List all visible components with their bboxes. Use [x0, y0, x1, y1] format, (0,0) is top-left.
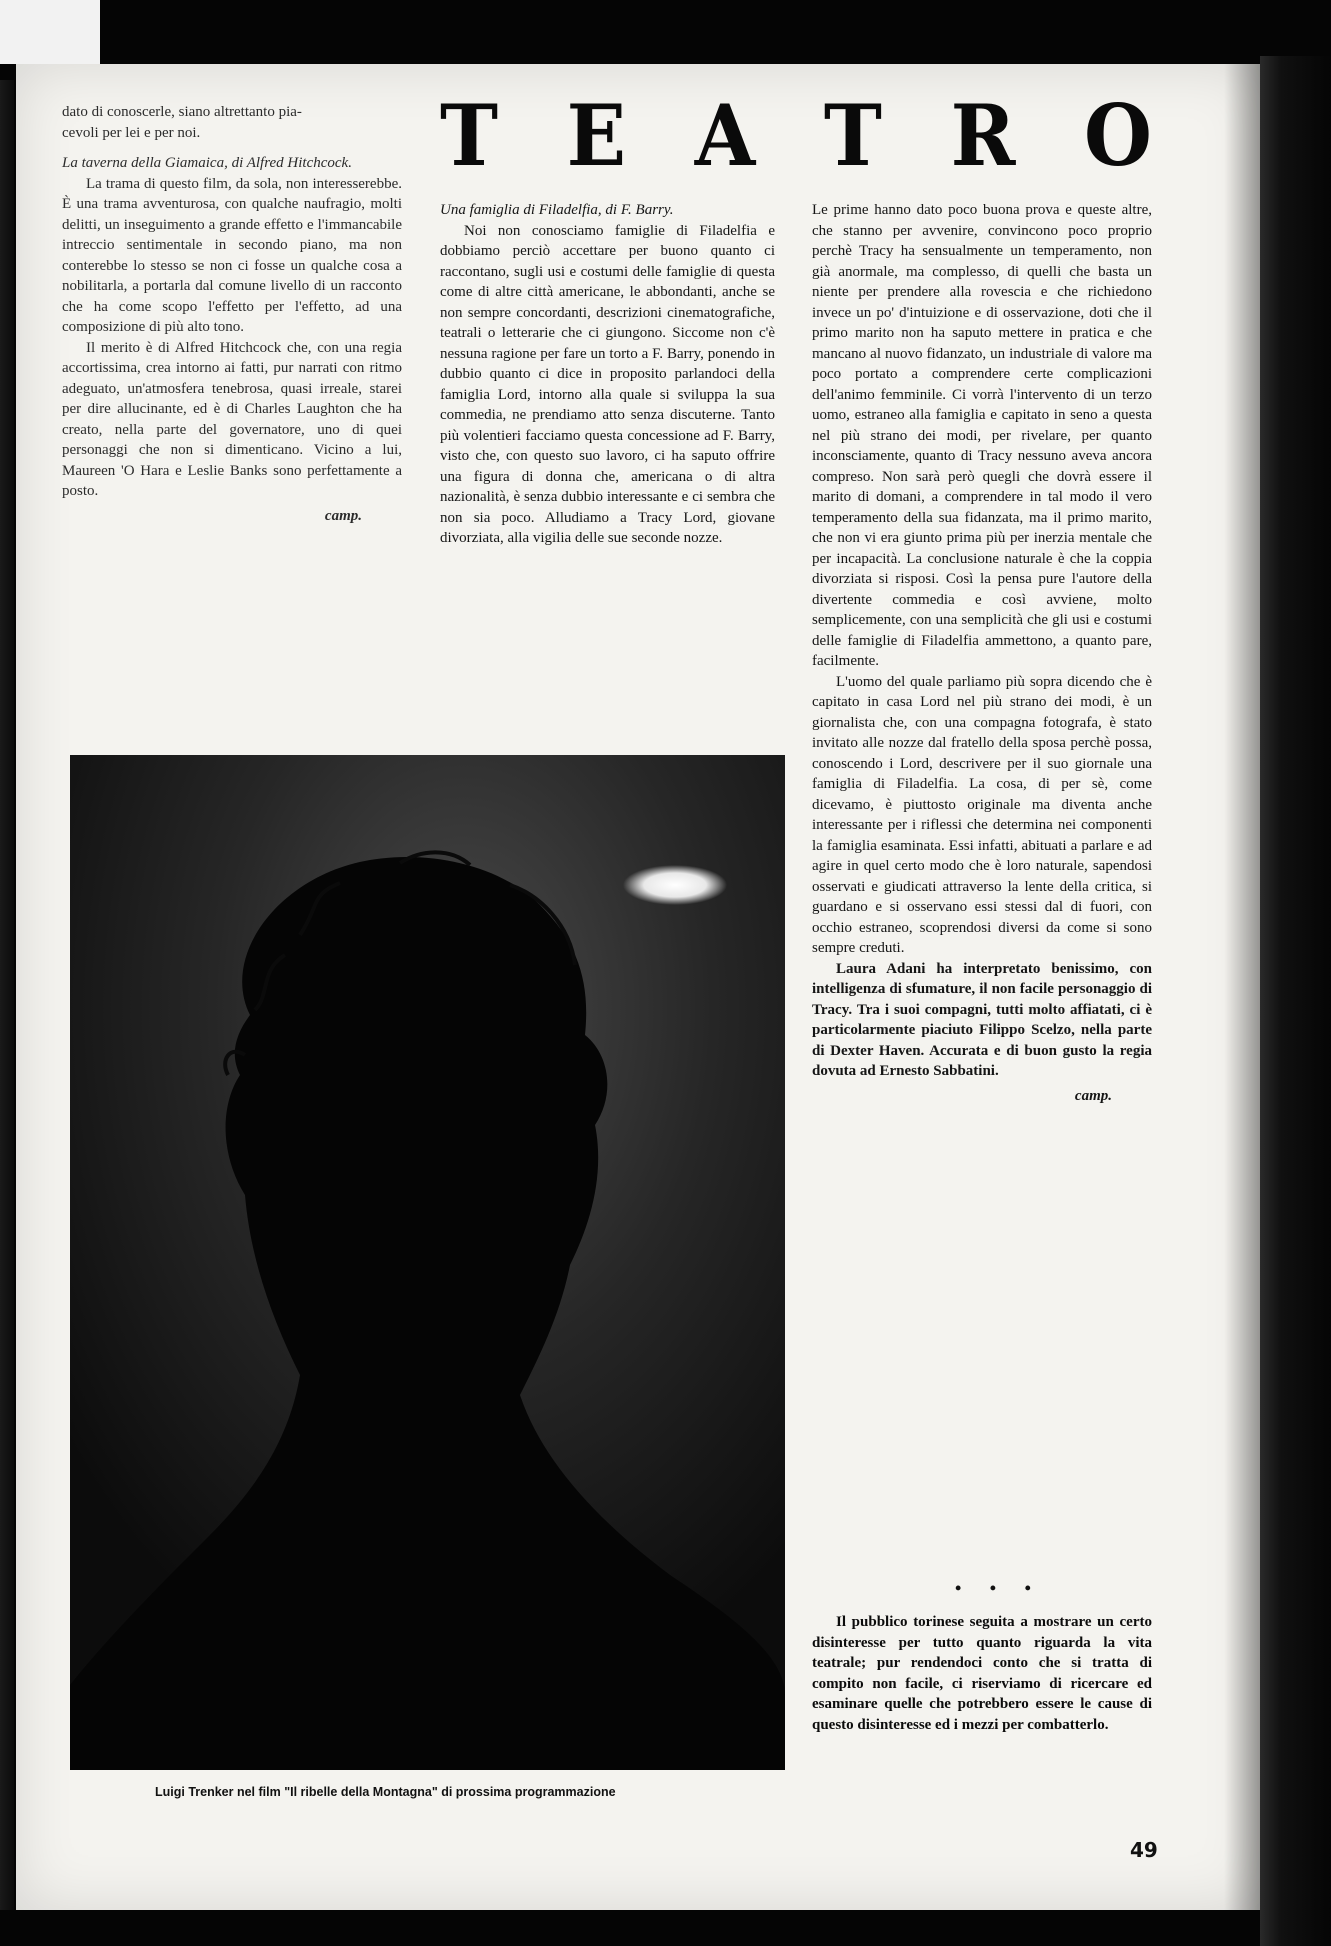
review-paragraph: Noi non conosciamo famiglie di Filadelfia e dobbiamo perciò accettare per buono quanto ci raccontano, sugli usi e costumi delle famiglie di questa come di altre città americane, le abbondanti, anche se non sempre concordanti, descrizioni cinematografiche, teatrali o letterarie che ci giungono. Siccome non c'è nessuna ragione per fare un torto a F. Barry, ponendo in dubbio quanto ci dice in proposito parlandoci della famiglia Lord, intorno alla quale si sviluppa la sua commedia, ne prendiamo atto senza discuterne. Tanto più volentieri facciamo questa concessione ad F. Barry, visto che, con questo suo lavoro, ci ha saputo offrire una figura di donna che, americana o di altra nazionalità, è senza dubbio interessante e ci sembra che non sia poco. Alludiamo a Tracy Lord, giovane divorziata, alla vigilia delle sue seconde nozze.: [440, 222, 775, 546]
closing-paragraph-text: Il pubblico torinese seguita a mostrare un certo disinteresse per tutto quanto riguarda la vita teatrale; pur rendendoci conto che si tratta di compito non facile, ci riserviamo di ricercare ed esaminare quelle che potrebbero essere le cause di questo disinteresse ed i mezzi per combatterlo.: [812, 1614, 1152, 1733]
review-signature: camp.: [324, 507, 362, 524]
masthead-letter: A: [694, 86, 756, 186]
scan-right-edge: [1260, 56, 1331, 1946]
review-paragraph: L'uomo del quale parliamo più sopra dicendo che è capitato in casa Lord nel più strano dei modi, è un giornalista che, con una compagna fotografa, è stato invitato alle nozze dal fratello della sposa perchè possa, conoscendo i Lord, descrivere per il suo giornale una famiglia di Filadelfia. La cosa, di per sè, come dicevamo, è piuttosto originale ma diventa anche interessante per i riflessi che determina nei componenti la famiglia esaminata. Essi infatti, abituati a parlare e ad agire in quel certo modo che è loro naturale, sapendosi osservati e giudicati attraverso la lente della critica, si guardano e si osservano essi stessi dal di fuori, con occhio estraneo, scoprendosi diversi da come si sono sempre creduti.: [812, 673, 1152, 956]
section-separator: • • •: [955, 1578, 1043, 1598]
right-column: [812, 200, 1152, 1106]
photo-caption: Luigi Trenker nel film "Il ribelle della Montagna" di prossima programmazione: [155, 1785, 616, 1799]
scan-left-edge: [0, 80, 14, 1910]
scan-border-patch: [0, 0, 100, 64]
review-paragraph: Laura Adani ha interpretato benissimo, con intelligenza di sfumature, il non facile personaggio di Tracy. Tra i suoi compagni, tutti molto affiatati, ci è particolarmente piaciuto Filippo Scelzo, nella parte di Dexter Haven. Accurata e di buon gusto la regia dovuta ad Ernesto Sabbatini.: [812, 960, 1152, 1079]
masthead-letter: T: [440, 86, 499, 186]
intro-line: cevoli per lei e per noi.: [62, 124, 201, 141]
section-masthead: [440, 86, 1152, 186]
review-signature: camp.: [1074, 1087, 1112, 1104]
masthead-letter: R: [950, 86, 1016, 186]
intro-line: dato di conoscerle, siano altrettanto pia-: [62, 104, 302, 120]
film-still-photo: [70, 755, 785, 1770]
review-paragraph: La trama di questo film, da sola, non interesserebbe. È una trama avventurosa, con qualche naufragio, molti delitti, un inseguimento a grande effetto e l'immancabile intreccio sentimentale in secondo piano, ma non conterebbe lo stesso se non ci fosse un qualche cosa a nobilitarla, a portarla dal comune livello di un racconto che ha come scopo l'effetto per l'effetto, ad una composizione di più alto tono.: [62, 175, 402, 335]
review-title: La taverna della Giamaica, di Alfred Hitchcock.: [62, 155, 352, 171]
masthead-letter: T: [823, 86, 882, 186]
closing-paragraph: [812, 1612, 1152, 1735]
page-edge-shadow: [1224, 64, 1260, 1910]
review-title: Una famiglia di Filadelfia, di F. Barry.: [440, 202, 674, 218]
review-paragraph: Le prime hanno dato poco buona prova e queste altre, che stanno per avvenire, convincono poco proprio perchè Tracy ha sensualmente un temperamento, non già anormale, ma complesso, di quelli che basta un niente per prendere alla rovescia e che richiedono invece un po' d'intuizione e di osservazione, doti che il primo marito non ha saputo mettere in pratica e che mancano al nuovo fidanzato, un industriale di valore ma poco portato a comprendere certe complicazioni dell'animo femminile. Ci vorrà l'intervento di un terzo uomo, estraneo alla famiglia e capitato in seno a questa nel più strano dei modi, per rivelare, per quanto inconsciamente, quanto di Tracy nessuno aveva ancora compreso. Non sarà però quegli che dovrà essere il marito di domani, a comprendere in tal modo il vero temperamento della sua fidanzata, ma il primo marito, che non vi era giunto prima più per inerzia mentale che per incapacità. La conclusione naturale è che la coppia divorziata si risposi. Così la pensa pure l'autore della divertente commedia e così avviene, molto semplicemente, con una semplicità che gli usi e costumi delle famiglie di Filadelfia ammettono, a quanto pare, facilmente.: [812, 202, 1152, 669]
masthead-letter: O: [1084, 86, 1152, 186]
masthead-letter: E: [566, 86, 627, 186]
silhouette-image: [70, 755, 785, 1770]
light-flare: [623, 865, 727, 905]
middle-column: [440, 200, 775, 549]
left-column: [62, 102, 402, 526]
page-number: 49: [1130, 1838, 1158, 1862]
review-paragraph: Il merito è di Alfred Hitchcock che, con una regia accortissima, crea intorno ai fatti, pur narrati con ritmo adeguato, un'atmosfera tenebrosa, quasi irreale, starei per dire allucinante, ed è di Charles Laughton che ha creato, nella parte del governatore, uno di quei personaggi che non si dimenticano. Vicino a lui, Maureen 'O Hara e Leslie Banks sono perfettamente a posto.: [62, 339, 402, 499]
